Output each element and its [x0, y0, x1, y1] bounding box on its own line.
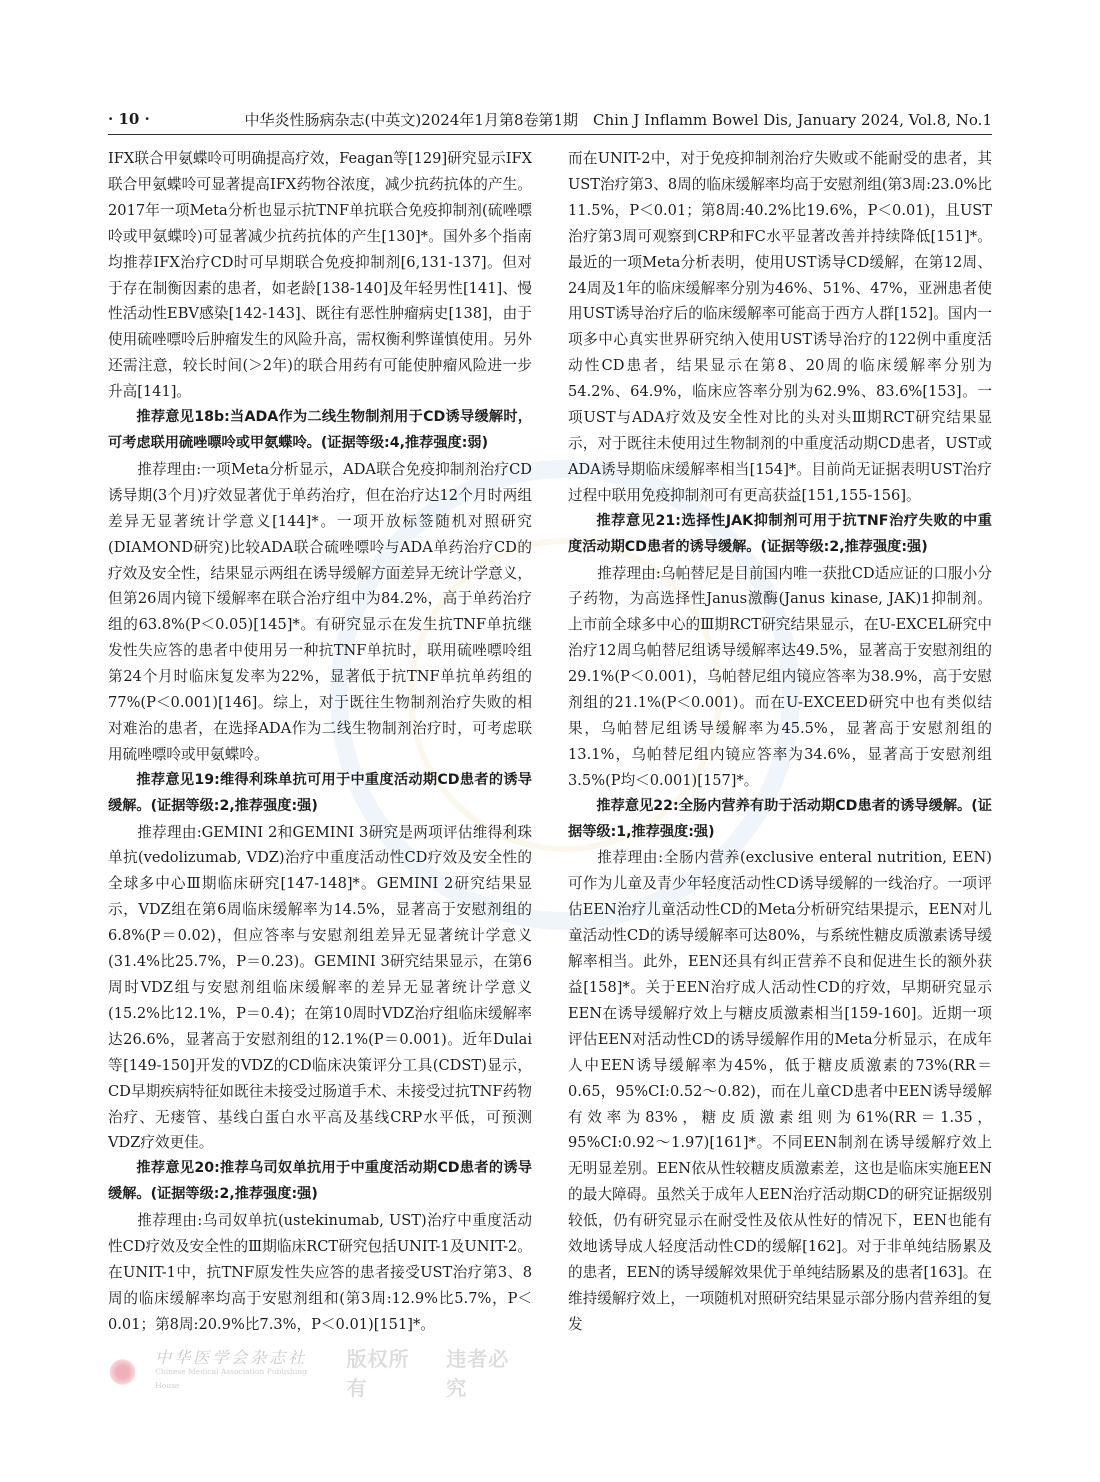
rationale-21: 推荐理由:乌帕替尼是目前国内唯一获批CD适应证的口服小分子药物，为高选择性Janus激酶(Janus kinase, JAK)1抑制剂。上市前全球多中心的Ⅲ期RCT研究结果显示，在U-EXCEL研究中治疗12周乌帕替尼组诱导缓解率达49.5%，显著高于安慰剂组的29.1%(P＜0.001)，乌帕替尼组内镜应答率为38.9%，高于安慰剂组的21.1%(P＜0.001)。而在U-EXCEED研究中也有类似结果，乌帕替尼组诱导缓解率为45.5%，显著高于安慰剂组的13.1%，乌帕替尼组内镜应答率为34.6%，显著高于安慰剂组3.5%(P均＜0.001)[157]*。	[568, 564, 992, 789]
left-column	[108, 146, 532, 1338]
recommendation-20: 推荐意见20:推荐乌司奴单抗用于中重度活动期CD患者的诱导缓解。(证据等级:2,推荐强度:强)	[108, 1160, 532, 1203]
copyright-mark: 版权所有	[346, 1347, 410, 1400]
rationale-22: 推荐理由:全肠内营养(exclusive enteral nutrition, EEN)可作为儿童及青少年轻度活动性CD诱导缓解的一线治疗。一项评估EEN治疗儿童活动性CD的Meta分析研究结果提示，EEN对儿童活动性CD的诱导缓解率可达80%，与系统性糖皮质激素诱导缓解率相当。此外，EEN还具有纠正营养不良和促进生长的额外获益[158]*。关于EEN治疗成人活动性CD的疗效，早期研究显示EEN在诱导缓解疗效上与糖皮质激素相当[159-160]。近期一项评估EEN对活动性CD的诱导缓解作用的Meta分析显示，在成年人中EEN诱导缓解率为45%，低于糖皮质激素的73%(RR＝0.65，95%CI:0.52～0.82)，而在儿童CD患者中EEN诱导缓解有效率为83%，糖皮质激素组则为61%(RR＝1.35，95%CI:0.92～1.97)[161]*。不同EEN制剂在诱导缓解疗效上无明显差别。EEN依从性较糖皮质激素差，这也是临床实施EEN的最大障碍。虽然关于成年人EEN治疗活动期CD的研究证据级别较低，仍有研究显示在耐受性及依从性好的情况下，EEN也能有效地诱导成人轻度活动性CD的缓解[162]。对于非单纯结肠累及的患者，EEN的诱导缓解效果优于单纯结肠累及的患者[163]。在维持缓解疗效上，一项随机对照研究结果显示部分肠内营养组的复发	[568, 849, 992, 1333]
rationale-20-continued: 而在UNIT-2中，对于免疫抑制剂治疗失败或不能耐受的患者，其UST治疗第3、8周的临床缓解率均高于安慰剂组(第3周:23.0%比11.5%，P＜0.01；第8周:40.2%比19.6%，P＜0.01)，且UST治疗第3周可观察到CRP和FC水平显著改善并持续降低[151]*。最近的一项Meta分析表明，使用UST诱导CD缓解，在第12周、24周及1年的临床缓解率分别为46%、51%、47%，亚洲患者使用UST诱导治疗后的临床缓解率可能高于西方人群[152]。国内一项多中心真实世界研究纳入使用UST诱导治疗的122例中重度活动性CD患者，结果显示在第8、20周的临床缓解率分别为54.2%、64.9%，临床应答率分别为62.9%、83.6%[153]。一项UST与ADA疗效及安全性对比的头对头Ⅲ期RCT研究结果显示，对于既往未使用过生物制剂的中重度活动期CD患者，UST或ADA诱导期临床缓解率相当[154]*。目前尚无证据表明UST治疗过程中联用免疫抑制剂可有更高获益[151,155-156]。	[568, 150, 992, 504]
publisher-block	[155, 1348, 328, 1393]
publisher-footer	[108, 1347, 528, 1400]
publisher-name-cn: 中华医学会杂志社	[155, 1348, 308, 1367]
rationale-19: 推荐理由:GEMINI 2和GEMINI 3研究是两项评估维得利珠单抗(vedolizumab, VDZ)治疗中重度活动性CD疗效及安全性的全球多中心Ⅲ期临床研究[147-148]*。GEMINI 2研究结果显示，VDZ组在第6周临床缓解率为14.5%，显著高于安慰剂组的6.8%(P＝0.02)，但应答率与安慰剂组差异无显著统计学意义(31.4%比25.7%，P＝0.23)。GEMINI 3研究结果显示，在第6周时VDZ组与安慰剂组临床缓解率的差异无显著统计学意义(15.2%比12.1%，P＝0.4)；在第10周时VDZ治疗组临床缓解率达26.6%，显著高于安慰剂组的12.1%(P＝0.001)。近年Dulai等[149-150]开发的VDZ的CD临床决策评分工具(CDST)显示，CD早期疾病特征如既往未接受过肠道手术、未接受过抗TNF药物治疗、无瘘管、基线白蛋白水平高及基线CRP水平低，可预测VDZ疗效更佳。	[108, 823, 532, 1152]
recommendation-21: 推荐意见21:选择性JAK抑制剂可用于抗TNF治疗失败的中重度活动期CD患者的诱导缓解。(证据等级:2,推荐强度:强)	[568, 512, 992, 555]
running-header	[108, 106, 992, 132]
flower-logo-icon	[108, 1357, 137, 1387]
journal-citation: 中华炎性肠病杂志(中英文)2024年1月第8卷第1期 Chin J Inflamm Bowel Dis, January 2024, Vol.8, No.1	[244, 110, 992, 129]
recommendation-18b: 推荐意见18b:当ADA作为二线生物制剂用于CD诱导缓解时，可考虑联用硫唑嘌呤或甲氨蝶呤。(证据等级:4,推荐强度:弱)	[108, 409, 532, 451]
publisher-name-en: Chinese Medical Association Publishing House	[155, 1367, 307, 1390]
recommendation-22: 推荐意见22:全肠内营养有助于活动期CD患者的诱导缓解。(证据等级:1,推荐强度:强)	[568, 797, 992, 840]
infringement-mark: 违者必究	[446, 1347, 510, 1400]
paragraph-continuation: IFX联合甲氨蝶呤可明确提高疗效，Feagan等[129]研究显示IFX联合甲氨蝶呤可显著提高IFX药物谷浓度，减少抗药抗体的产生。2017年一项Meta分析也显示抗TNF单抗联合免疫抑制剂(硫唑嘌呤或甲氨蝶呤)可显著减少抗药抗体的产生[130]*。国外多个指南均推荐IFX治疗CD时可早期联合免疫抑制剂[6,131-137]。但对于存在制衡因素的患者，如老龄[138-140]及年轻男性[141]、慢性活动性EBV感染[142-143]、既往有恶性肿瘤病史[138]，由于使用硫唑嘌呤后肿瘤发生的风险升高，需权衡利弊谨慎使用。另外还需注意，较长时间(＞2年)的联合用药有可能使肿瘤风险进一步升高[141]。	[108, 150, 532, 401]
header-rule	[108, 134, 992, 135]
right-column	[568, 146, 992, 1338]
page-number: · 10 ·	[108, 110, 150, 128]
recommendation-19: 推荐意见19:维得利珠单抗可用于中重度活动期CD患者的诱导缓解。(证据等级:2,推荐强度:强)	[108, 771, 532, 814]
rationale-20: 推荐理由:乌司奴单抗(ustekinumab, UST)治疗中重度活动性CD疗效及安全性的Ⅲ期临床RCT研究包括UNIT-1及UNIT-2。在UNIT-1中，抗TNF原发性失应答的患者接受UST治疗第3、8周的临床缓解率均高于安慰剂组和(第3周:12.9%比5.7%，P＜0.01；第8周:20.9%比7.3%，P＜0.01)[151]*。	[108, 1212, 532, 1333]
rationale-18b: 推荐理由:一项Meta分析显示，ADA联合免疫抑制剂治疗CD诱导期(3个月)疗效显著优于单药治疗，但在治疗达12个月时两组差异无显著统计学意义[144]*。一项开放标签随机对照研究(DIAMOND研究)比较ADA联合硫唑嘌呤与ADA单药治疗CD的疗效及安全性，结果显示两组在诱导缓解方面差异无统计学意义，但第26周内镜下缓解率在联合治疗组中为84.2%，高于单药治疗组的63.8%(P＜0.05)[145]*。有研究显示在发生抗TNF单抗继发性失应答的患者中使用另一种抗TNF单抗时，联用硫唑嘌呤组第24个月时临床复发率为22%，显著低于抗TNF单抗单药组的77%(P＜0.001)[146]。综上，对于既往生物制剂治疗失败的相对难治的患者，在选择ADA作为二线生物制剂治疗时，可考虑联用硫唑嘌呤或甲氨蝶呤。	[108, 460, 532, 763]
